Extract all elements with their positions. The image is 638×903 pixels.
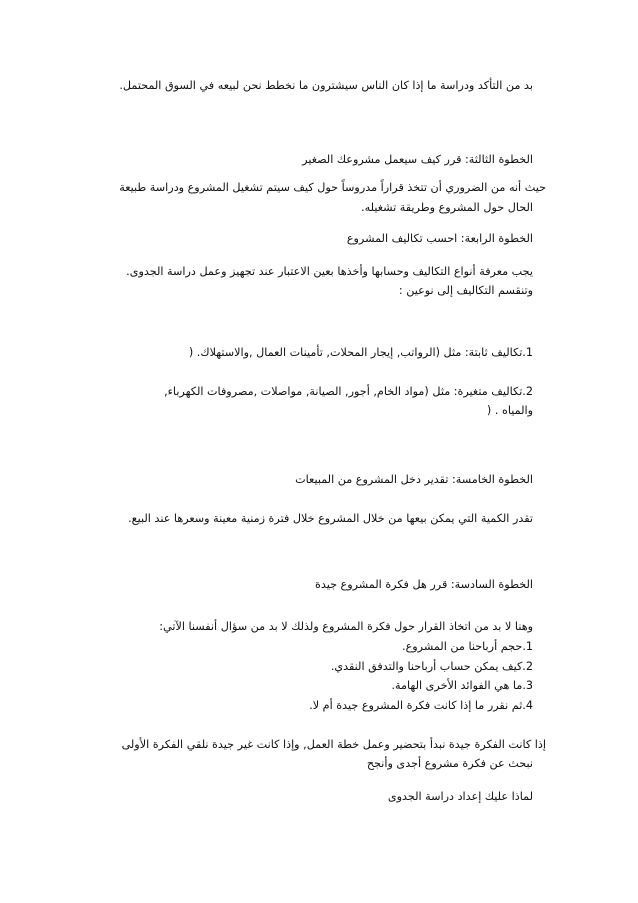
step4-paragraph-line1: يجب معرفة أنواع التكاليف وحسابها وأخذها بعين الاعتبار عند تجهيز وعمل دراسة الجدوى.	[126, 265, 533, 278]
step6-heading: الخطوة السادسة: قرر هل فكرة المشروع جيدة	[314, 578, 533, 591]
step4-heading: الخطوة الرابعة: احسب تكاليف المشروع	[346, 232, 533, 245]
step3-paragraph-line1: حيث أنه من الضروري أن تتخذ قراراً مدروساً حول كيف سيتم تشغيل المشروع ودراسة طبيعة	[119, 181, 546, 194]
question-item-2: 2.كيف يمكن حساب أرباحنا والتدفق النقدي.	[330, 660, 533, 673]
fixed-costs-item: 1.تكاليف ثابتة: مثل (الرواتب, إيجار المحلات, تأمينات العمال ,والاستهلاك. (	[188, 346, 533, 359]
step4-paragraph-line2: وتنقسم التكاليف إلى نوعين :	[398, 284, 533, 297]
step6-paragraph: وهنا لا بد من اتخاذ القرار حول فكرة المشروع ولذلك لا بد من سؤال أنفسنا الآتي:	[159, 620, 533, 633]
final-question: لماذا عليك إعداد دراسة الجدوى	[387, 790, 533, 803]
step3-heading: الخطوة الثالثة: قرر كيف سيعمل مشروعك الصغير	[302, 153, 533, 166]
question-item-4: 4.ثم نقرر ما إذا كانت فكرة المشروع جيدة أم لا.	[309, 699, 533, 712]
step3-paragraph-line2: الحال حول المشروع وطريقة تشغيله.	[361, 201, 533, 214]
variable-costs-item-line1: 2.تكاليف متغيرة: مثل (مواد الخام, أجور, الصيانة, مواصلات ,مصروفات الكهرباء,	[164, 385, 533, 398]
variable-costs-item-line2: والمياه . (	[486, 404, 533, 417]
conclusion-line1: إذا كانت الفكرة جيدة نبدأ بتحضير وعمل خطة العمل, وإذا كانت غير جيدة نلقي الفكرة الأولى	[121, 738, 546, 751]
question-item-3: 3.ما هي الفوائد الأخرى الهامة.	[391, 679, 533, 692]
intro-line: بد من التأكد ودراسة ما إذا كان الناس سيشترون ما نخطط نحن لبيعه في السوق المحتمل.	[119, 79, 533, 92]
step5-heading: الخطوة الخامسة: تقدير دخل المشروع من المبيعات	[295, 473, 533, 486]
step5-paragraph: تقدر الكمية التي يمكن بيعها من خلال المشروع خلال فترة زمنية معينة وسعرها عند البيع.	[128, 512, 533, 525]
conclusion-line2: نبحث عن فكرة مشروع أجدى وأنجح	[366, 757, 533, 770]
question-item-1: 1.حجم أرباحنا من المشروع.	[402, 640, 533, 653]
